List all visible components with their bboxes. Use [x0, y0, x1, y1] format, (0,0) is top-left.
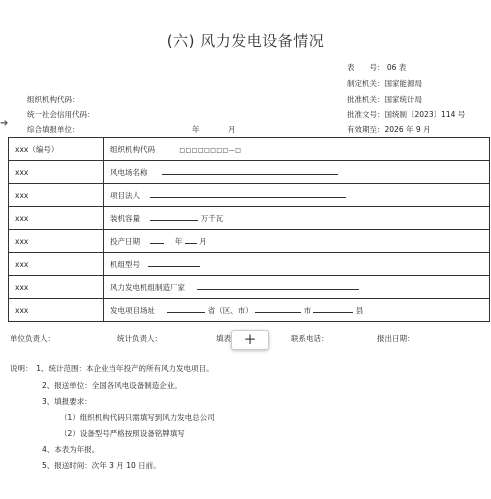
table-cell	[104, 138, 490, 161]
wind-farm-name-input[interactable]	[162, 166, 338, 175]
add-button[interactable]: +	[231, 330, 269, 350]
county-input[interactable]	[313, 304, 353, 313]
org-code-label: 组织机构代码：	[27, 95, 80, 104]
table-row	[9, 161, 490, 184]
note-1: 说明： 1、统计范围：本企业当年投产的所有风力发电项目。	[10, 364, 214, 373]
field-label: 发电项目场址	[110, 306, 155, 315]
note-3a: （1）组织机构代码只需填写到风力发电总公司	[60, 413, 215, 422]
table-cell	[104, 299, 490, 322]
note-4: 4、本表为年报。	[42, 445, 100, 454]
note-3: 3、填报要求：	[42, 397, 92, 406]
org-code-field-label: 组织机构代码	[110, 144, 155, 154]
province-unit: 省（区、市）	[207, 306, 253, 315]
table-cell: xxx（编号）	[9, 138, 104, 161]
valid-until: 有效期至：2026 年 9 月	[347, 125, 431, 134]
unit-head-label: 单位负责人：	[10, 334, 55, 343]
table-cell: xxx	[9, 207, 104, 230]
table-row	[9, 138, 490, 161]
year-input[interactable]	[150, 235, 164, 244]
report-date-label: 报出日期：	[377, 334, 415, 343]
table-cell	[104, 230, 490, 253]
table-row	[9, 207, 490, 230]
manufacturer-input[interactable]	[197, 281, 359, 290]
city-input[interactable]	[255, 304, 301, 313]
page-title: (六) 风力发电设备情况	[166, 32, 325, 50]
stats-head-label: 统计负责人：	[117, 334, 162, 343]
month-unit: 月	[199, 237, 207, 246]
field-label: 装机容量	[110, 214, 140, 223]
table-row	[9, 253, 490, 276]
table-row	[9, 299, 490, 322]
year-label: 年	[192, 125, 200, 134]
field-label: 风力发电机组制造厂家	[110, 283, 185, 292]
table-cell	[104, 184, 490, 207]
table-cell: xxx	[9, 184, 104, 207]
county-unit: 县	[355, 306, 364, 315]
month-input[interactable]	[185, 235, 197, 244]
table-cell	[104, 253, 490, 276]
province-input[interactable]	[167, 304, 205, 313]
form-number: 表 号： 06 表	[347, 63, 407, 72]
note-2: 2、报送单位：全国各风电设备制造企业。	[42, 381, 182, 390]
capacity-input[interactable]	[150, 212, 198, 221]
table-cell	[104, 161, 490, 184]
year-unit: 年	[174, 237, 183, 246]
table-row	[9, 276, 490, 299]
filler-label: 填表	[216, 334, 231, 343]
document-number: 批准文号：国统制〔2023〕114 号	[347, 110, 466, 119]
city-unit: 市	[303, 306, 312, 315]
table-row	[9, 230, 490, 253]
month-label: 月	[228, 125, 236, 134]
table-row	[9, 184, 490, 207]
authority: 制定机关：国家能源局	[347, 79, 422, 88]
table-cell	[104, 276, 490, 299]
project-legal-person-input[interactable]	[150, 189, 346, 198]
approver: 批准机关：国家统计局	[347, 95, 422, 104]
field-label: 风电场名称	[110, 168, 148, 177]
equipment-table	[8, 137, 490, 322]
table-cell: xxx	[9, 253, 104, 276]
table-cell: xxx	[9, 230, 104, 253]
phone-label: 联系电话：	[291, 334, 329, 343]
field-label: 投产日期	[110, 237, 140, 246]
table-cell: xxx	[9, 299, 104, 322]
unit-label: 综合填报单位：	[27, 125, 80, 134]
code-boxes[interactable]: □□□□□□□□—□	[179, 146, 242, 154]
table-cell: xxx	[9, 161, 104, 184]
expand-arrow-icon[interactable]: ➔	[0, 118, 9, 129]
unit-label: 万千瓦	[200, 214, 224, 223]
credit-code-label: 统一社会信用代码：	[27, 110, 95, 119]
unit-model-input[interactable]	[148, 258, 200, 267]
field-label: 项目法人	[110, 191, 140, 200]
table-cell	[104, 207, 490, 230]
note-5: 5、报送时间：次年 3 月 10 日前。	[42, 461, 161, 470]
table-cell: xxx	[9, 276, 104, 299]
field-label: 机组型号	[110, 260, 140, 269]
note-3b: （2）设备型号严格按照设备铭牌填写	[60, 429, 185, 438]
